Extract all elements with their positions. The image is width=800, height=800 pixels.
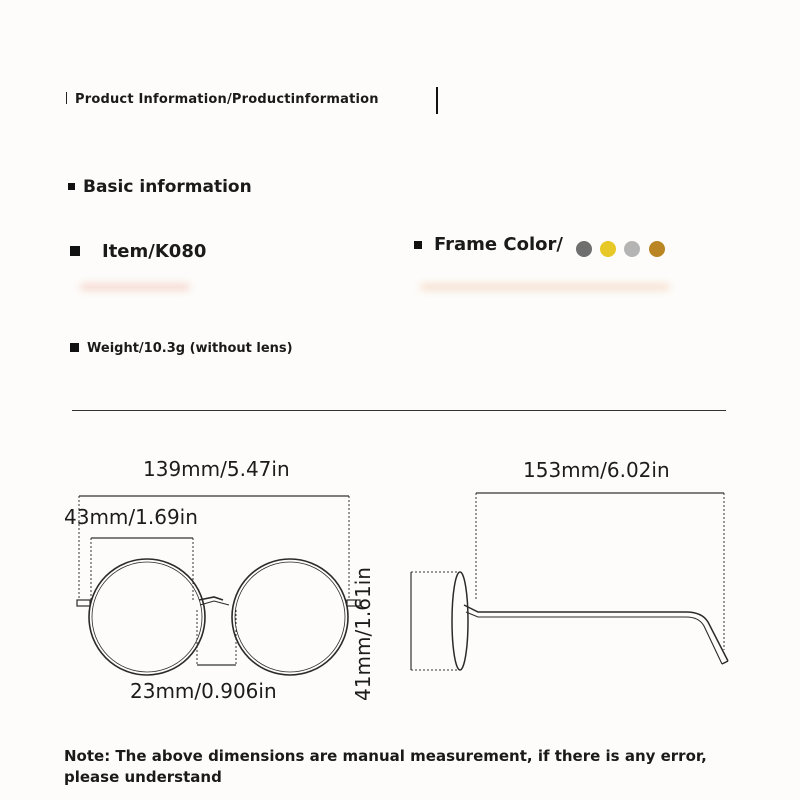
lens-height-label: 41mm/1.61in (350, 567, 375, 701)
temple-length-label: 153mm/6.02in (523, 458, 670, 482)
weight-label: Weight/10.3g (without lens) (87, 341, 293, 356)
header-title: Product Information/Productinformation (75, 92, 379, 107)
basic-info-label: Basic information (83, 177, 252, 197)
frame-width-label: 139mm/5.47in (143, 457, 290, 481)
frame-color-label: Frame Color/ (434, 234, 563, 255)
measurement-note: Note: The above dimensions are manual measurement, if there is any error, please understand (64, 747, 707, 786)
item-label: Item/K080 (102, 241, 207, 262)
lens-width-label: 43mm/1.69in (64, 505, 198, 529)
glasses-side-view (452, 572, 728, 670)
bridge-width-label: 23mm/0.906in (130, 679, 277, 703)
glasses-front-view (77, 559, 360, 675)
